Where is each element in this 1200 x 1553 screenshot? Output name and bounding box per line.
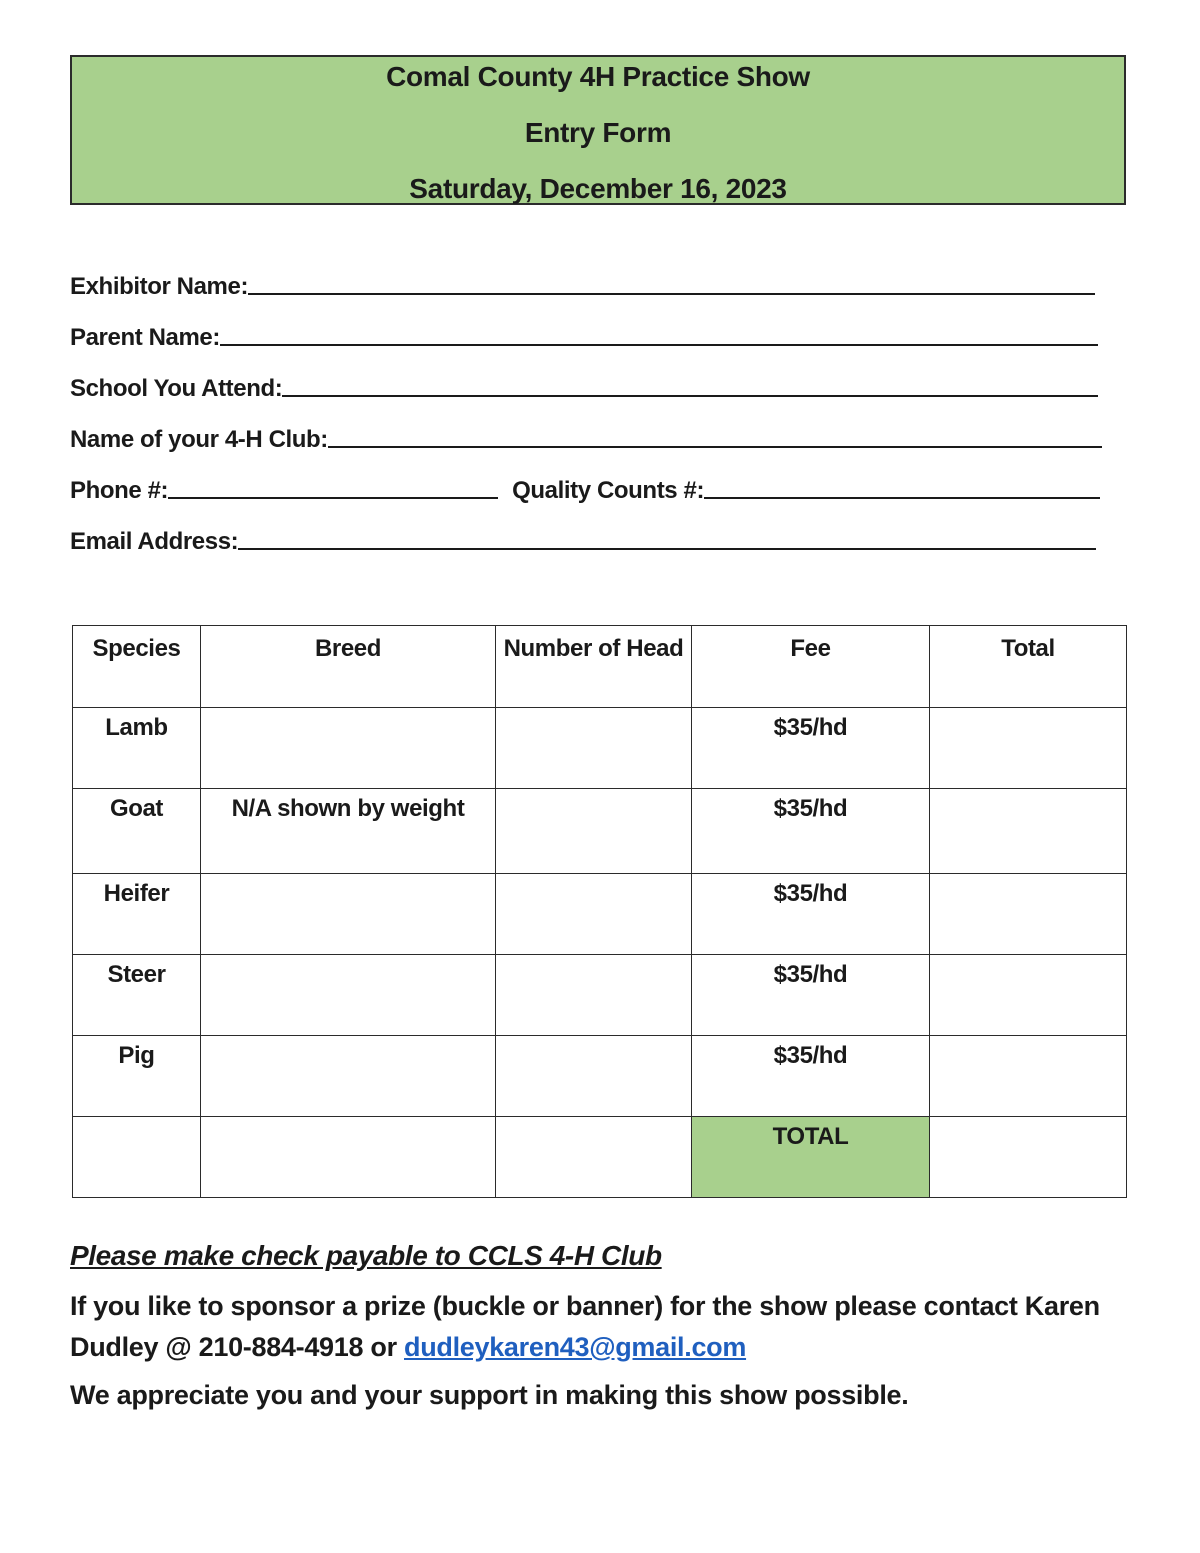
quality-counts-label: Quality Counts #: bbox=[512, 477, 705, 504]
show-title: Comal County 4H Practice Show bbox=[386, 61, 810, 92]
entry-table bbox=[72, 625, 1127, 1198]
sponsor-note bbox=[70, 1286, 1130, 1368]
total-label-cell: TOTAL bbox=[692, 1117, 930, 1198]
row-total-cell[interactable] bbox=[930, 708, 1127, 789]
species-cell: Pig bbox=[73, 1036, 201, 1117]
form-subtitle: Entry Form bbox=[524, 117, 672, 148]
exhibitor-name-label: Exhibitor Name: bbox=[70, 273, 249, 300]
total-row bbox=[73, 1117, 1127, 1198]
breed-cell[interactable] bbox=[201, 708, 496, 789]
row-total-cell[interactable] bbox=[930, 1036, 1127, 1117]
row-total-cell[interactable] bbox=[930, 955, 1127, 1036]
empty-cell bbox=[73, 1117, 201, 1198]
empty-cell bbox=[496, 1117, 692, 1198]
header-species: Species bbox=[73, 626, 201, 708]
club-label: Name of your 4-H Club: bbox=[70, 426, 328, 453]
table-row bbox=[73, 1036, 1127, 1117]
table-row bbox=[73, 789, 1127, 874]
email-field[interactable] bbox=[238, 548, 1096, 550]
parent-name-row bbox=[70, 301, 1110, 352]
email-label: Email Address: bbox=[70, 528, 239, 555]
head-count-cell[interactable] bbox=[496, 789, 692, 874]
payable-note: Please make check payable to CCLS 4-H Club bbox=[70, 1240, 662, 1271]
exhibitor-info-fields bbox=[70, 250, 1110, 556]
form-footer bbox=[70, 1240, 1130, 1411]
school-row bbox=[70, 352, 1110, 403]
contact-email-link[interactable]: dudleykaren43@gmail.com bbox=[404, 1332, 747, 1362]
phone-field[interactable] bbox=[168, 497, 498, 499]
fee-cell: $35/hd bbox=[692, 708, 930, 789]
parent-name-field[interactable] bbox=[220, 344, 1098, 346]
parent-name-label: Parent Name: bbox=[70, 324, 220, 351]
phone-row bbox=[70, 454, 1110, 505]
head-count-cell[interactable] bbox=[496, 874, 692, 955]
species-cell: Heifer bbox=[73, 874, 201, 955]
breed-cell: N/A shown by weight bbox=[201, 789, 496, 874]
exhibitor-name-row bbox=[70, 250, 1110, 301]
thanks-note: We appreciate you and your support in making this show possible. bbox=[70, 1380, 909, 1410]
phone-label: Phone #: bbox=[70, 477, 169, 504]
fee-cell: $35/hd bbox=[692, 874, 930, 955]
show-date: Saturday, December 16, 2023 bbox=[409, 173, 787, 204]
species-cell: Lamb bbox=[73, 708, 201, 789]
fee-cell: $35/hd bbox=[692, 789, 930, 874]
fee-cell: $35/hd bbox=[692, 955, 930, 1036]
club-field[interactable] bbox=[328, 446, 1102, 448]
grand-total-cell[interactable] bbox=[930, 1117, 1127, 1198]
breed-cell[interactable] bbox=[201, 1036, 496, 1117]
head-count-cell[interactable] bbox=[496, 955, 692, 1036]
species-cell: Steer bbox=[73, 955, 201, 1036]
header-number-of-head: Number of Head bbox=[496, 626, 692, 708]
club-row bbox=[70, 403, 1110, 454]
header-breed: Breed bbox=[201, 626, 496, 708]
head-count-cell[interactable] bbox=[496, 708, 692, 789]
header-fee: Fee bbox=[692, 626, 930, 708]
table-row bbox=[73, 874, 1127, 955]
table-row bbox=[73, 955, 1127, 1036]
quality-counts-field[interactable] bbox=[704, 497, 1100, 499]
school-label: School You Attend: bbox=[70, 375, 283, 402]
form-header bbox=[70, 55, 1126, 205]
exhibitor-name-field[interactable] bbox=[248, 293, 1095, 295]
school-field[interactable] bbox=[282, 395, 1098, 397]
fee-cell: $35/hd bbox=[692, 1036, 930, 1117]
email-row bbox=[70, 505, 1110, 556]
breed-cell[interactable] bbox=[201, 955, 496, 1036]
row-total-cell[interactable] bbox=[930, 789, 1127, 874]
empty-cell bbox=[201, 1117, 496, 1198]
sponsor-text: If you like to sponsor a prize (buckle or banner) for the show please contact Karen Dudley @ 210-884-4918 or bbox=[70, 1291, 1100, 1362]
row-total-cell[interactable] bbox=[930, 874, 1127, 955]
breed-cell[interactable] bbox=[201, 874, 496, 955]
table-header-row bbox=[73, 626, 1127, 708]
head-count-cell[interactable] bbox=[496, 1036, 692, 1117]
header-total: Total bbox=[930, 626, 1127, 708]
table-row bbox=[73, 708, 1127, 789]
species-cell: Goat bbox=[73, 789, 201, 874]
